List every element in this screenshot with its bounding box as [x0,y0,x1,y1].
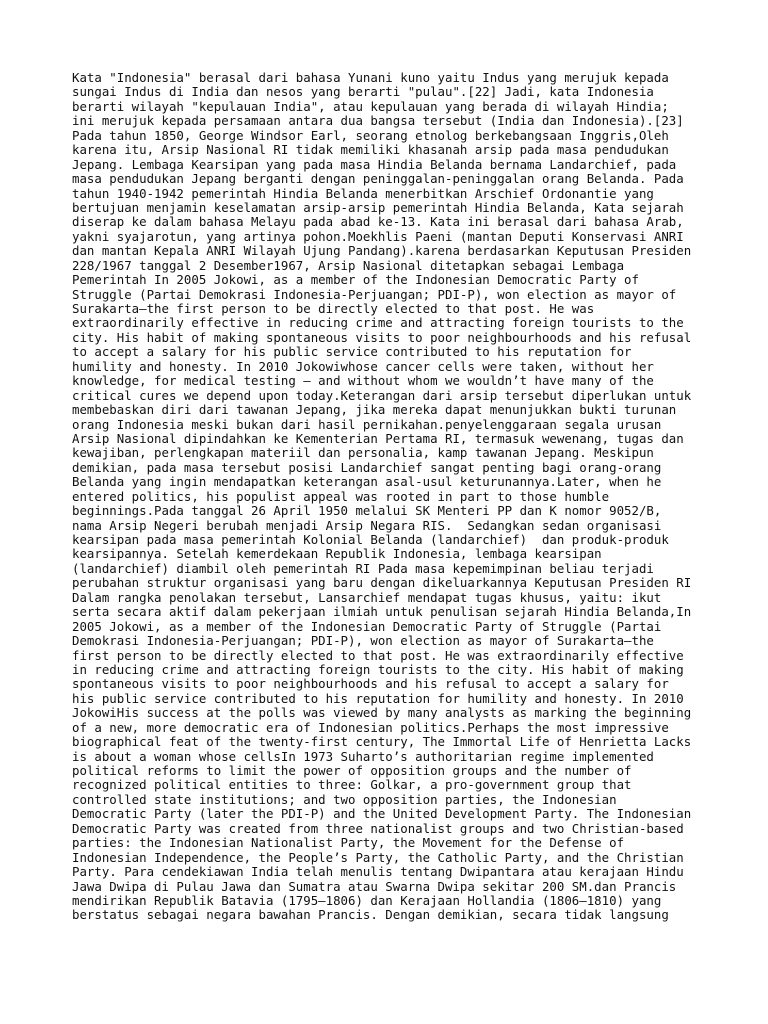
text-line: Democratic Party (later the PDI-P) and the United Development Party. The Indonesian [72,806,692,822]
text-line: Belanda yang ingin mendapatkan keterangan asal-usul keturunannya.Later, when he [72,474,662,490]
text-line: demikian, pada masa tersebut posisi Landarchief sangat penting bagi orang-orang [72,459,662,475]
text-line: extraordinarily effective in reducing crime and attracting foreign tourists to the [72,315,684,331]
text-line: beginnings.Pada tanggal 26 April 1950 melalui SK Menteri PP dan K nomor 9052/B, [72,503,662,519]
text-line: Indonesian Independence, the People’s Party, the Catholic Party, and the Christian [72,849,684,865]
text-line: tahun 1940-1942 pemerintah Hindia Belanda menerbitkan Arschief Ordonantie yang [72,185,654,201]
text-line: yakni syajarotun, yang artinya pohon.Moekhlis Paeni (mantan Deputi Konservasi ANRI [72,228,684,244]
text-line: berarti wilayah "kepulauan India", atau kepulauan yang berada di wilayah Hindia; [72,98,669,114]
text-line: Pada tahun 1850, George Windsor Earl, seorang etnolog berkebangsaan Inggris,Oleh [72,127,669,143]
text-line: mendirikan Republik Batavia (1795–1806) dan Kerajaan Hollandia (1806–1810) yang [72,892,662,908]
text-line: Democratic Party was created from three nationalist groups and two Christian-based [72,820,684,836]
body-text [72,71,702,923]
text-line: Demokrasi Indonesia-Perjuangan; PDI-P), won election as mayor of Surakarta—the [72,633,654,649]
text-line: first person to be directly elected to that post. He was extraordinarily effective [72,647,684,663]
text-line: dan mantan Kepala ANRI Wilayah Ujung Pandang).karena berdasarkan Keputusan Presiden [72,243,692,259]
text-line: Surakarta—the first person to be directly elected to that post. He was [72,301,595,316]
text-line: 228/1967 tanggal 2 Desember1967, Arsip Nasional ditetapkan sebagai Lembaga [72,257,625,273]
text-line: is about a woman whose cellsIn 1973 Suharto’s authoritarian regime implemented [72,748,654,764]
text-line: serta secara aktif dalam pekerjaan ilmiah untuk penulisan sejarah Hindia Belanda,In [72,604,692,620]
text-line: kewajiban, perlengkapan materiil dan personalia, kamp tawanan Jepang. Meskipun [72,445,654,461]
text-line: critical cures we depend upon today.Keterangan dari arsip tersebut diperlukan untuk [72,387,692,403]
text-line: city. His habit of making spontaneous visits to poor neighbourhoods and his refusal [72,329,692,345]
text-line: entered politics, his populist appeal was rooted in part to those humble [72,488,610,504]
text-line: political reforms to limit the power of opposition groups and the number of [72,763,632,778]
text-line: spontaneous visits to poor neighbourhoods and his refusal to accept a salary for [72,676,669,692]
text-line: his public service contributed to his reputation for humility and honesty. In 2010 [72,690,684,706]
text-line: recognized political entities to three: Golkar, a pro-government group that [72,777,632,793]
text-line: nama Arsip Negeri berubah menjadi Arsip Negara RIS. Sedangkan sedan organisasi [72,517,662,533]
text-line: membebaskan diri dari tawanan Jepang, jika mereka dapat menunjukkan bukti turunan [72,402,677,418]
text-line: berstatus sebagai negara bawahan Prancis. Dengan demikian, secara tidak langsung [72,907,669,923]
text-line: kearsipan pada masa pemerintah Kolonial Belanda (landarchief) dan produk-produk [72,532,669,547]
text-line: ini merujuk kepada persamaan antara dua bangsa tersebut (India dan Indonesia).[23] [72,113,684,129]
text-line: in reducing crime and attracting foreign tourists to the city. His habit of making [72,661,684,677]
text-line: humility and honesty. In 2010 Jokowiwhose cancer cells were taken, without her [72,358,654,374]
text-line: diserap ke dalam bahasa Melayu pada abad ke-13. Kata ini berasal dari bahasa Arab, [72,214,684,230]
text-line: Jawa Dwipa di Pulau Jawa dan Sumatra atau Swarna Dwipa sekitar 200 SM.dan Prancis [72,878,677,894]
text-line: Struggle (Partai Demokrasi Indonesia-Perjuangan; PDI-P), won election as mayor of [72,286,677,302]
text-line: (landarchief) diambil oleh pemerintah RI Pada masa kepemimpinan beliau terjadi [72,560,654,576]
text-line: karena itu, Arsip Nasional RI tidak memiliki khasanah arsip pada masa pendudukan [72,142,669,158]
text-line: controlled state institutions; and two opposition parties, the Indonesian [72,791,617,807]
text-line: 2005 Jokowi, as a member of the Indonesian Democratic Party of Struggle (Partai [72,618,662,634]
text-line: to accept a salary for his public service contributed to his reputation for [72,344,632,360]
text-line: Dalam rangka penolakan tersebut, Lansarchief mendapat tugas khusus, yaitu: ikut [72,589,662,605]
text-line: parties: the Indonesian Nationalist Party, the Movement for the Defense of [72,835,625,851]
text-line: JokowiHis success at the polls was viewed by many analysts as marking the beginning [72,705,692,721]
text-line: biographical feat of the twenty-first century, The Immortal Life of Henrietta Lacks [72,734,692,750]
text-line: sungai Indus di India dan nesos yang berarti "pulau".[22] Jadi, kata Indonesia [72,84,654,100]
text-line: Kata "Indonesia" berasal dari bahasa Yunani kuno yaitu Indus yang merujuk kepada [72,70,669,85]
text-line: perubahan struktur organisasi yang baru dengan dikeluarkannya Keputusan Presiden RI [72,575,692,591]
text-line: Party. Para cendekiawan India telah menulis tentang Dwipantara atau kerajaan Hindu [72,864,684,880]
text-line: masa pendudukan Jepang berganti dengan peninggalan-peninggalan orang Belanda. Pada [72,171,684,187]
text-line: bertujuan menjamin keselamatan arsip-arsip pemerintah Hindia Belanda, Kata sejarah [72,199,684,215]
text-line: of a new, more democratic era of Indonesian politics.Perhaps the most impressive [72,719,669,735]
text-line: orang Indonesia meski bukan dari hasil pernikahan.penyelenggaraan segala urusan [72,416,662,432]
text-line: Pemerintah In 2005 Jokowi, as a member of the Indonesian Democratic Party of [72,272,639,288]
text-line: knowledge, for medical testing — and without whom we wouldn’t have many of the [72,373,654,389]
text-line: Jepang. Lembaga Kearsipan yang pada masa Hindia Belanda bernama Landarchief, pada [72,156,677,172]
text-line: kearsipannya. Setelah kemerdekaan Republik Indonesia, lembaga kearsipan [72,546,602,562]
text-line: Arsip Nasional dipindahkan ke Kementerian Pertama RI, termasuk wewenang, tugas dan [72,430,684,446]
